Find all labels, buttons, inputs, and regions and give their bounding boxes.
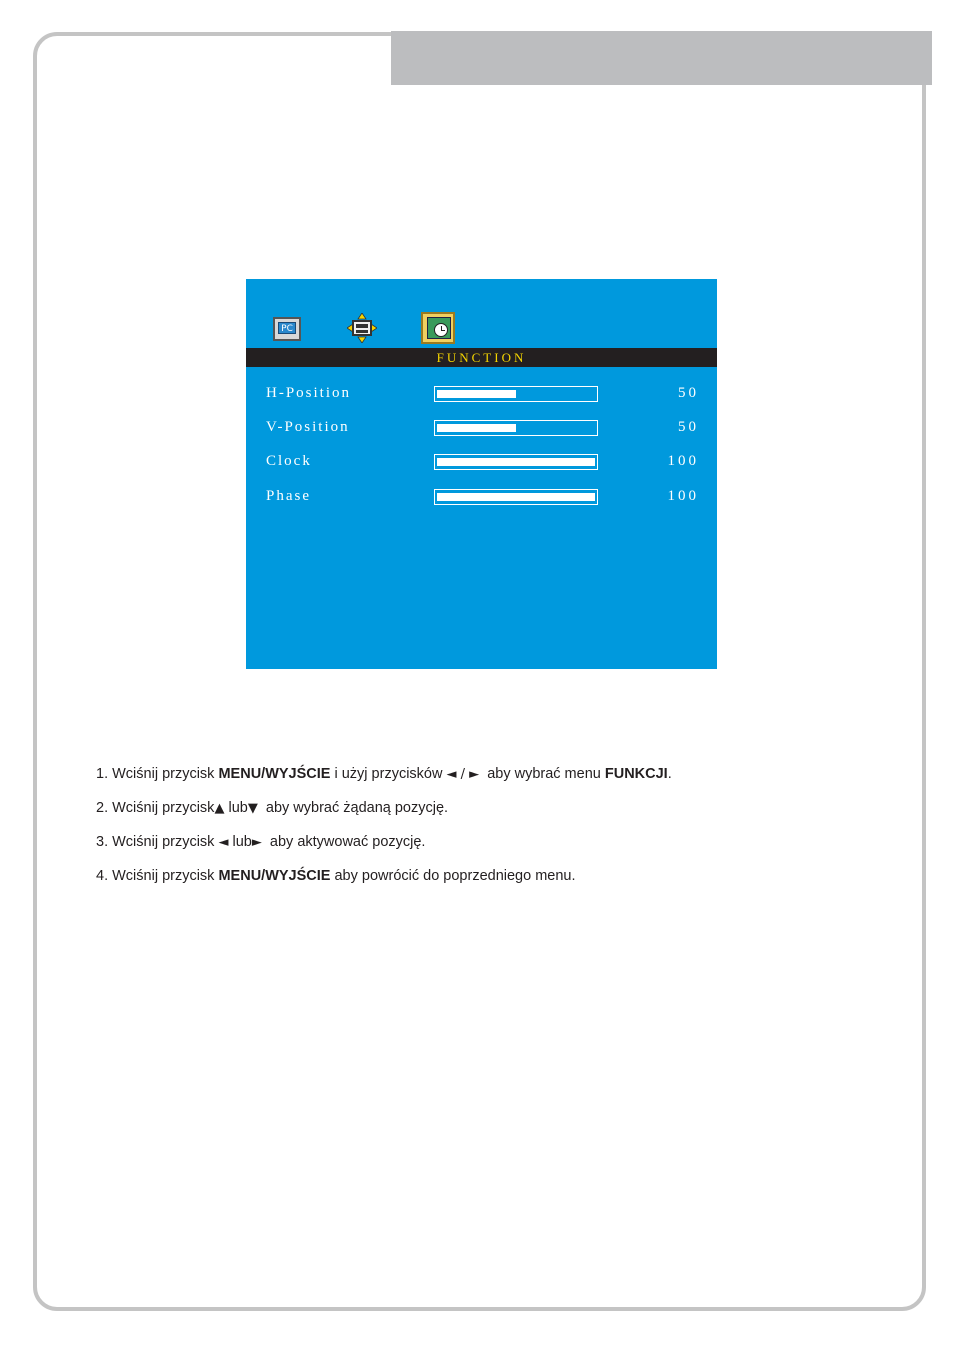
function-clock-icon[interactable]	[421, 312, 455, 344]
instruction-step-4	[96, 866, 876, 900]
osd-row-value: 50	[678, 385, 699, 401]
page-frame	[33, 32, 926, 1311]
osd-row-v-position[interactable]	[246, 417, 717, 437]
step-text: aby powrócić do poprzedniego menu.	[330, 868, 576, 884]
osd-slider[interactable]	[434, 386, 598, 402]
osd-row-label: Phase	[266, 488, 311, 504]
osd-slider[interactable]	[434, 420, 598, 436]
left-arrow-icon: ◄	[218, 835, 229, 850]
left-right-arrows-icon: ◄ / ►	[446, 767, 480, 782]
image-box	[352, 320, 372, 336]
osd-row-value: 100	[667, 453, 699, 469]
step-text: 1. Wciśnij przycisk	[96, 766, 219, 782]
image-adjust-icon[interactable]	[347, 313, 377, 343]
pc-icon[interactable]	[273, 317, 301, 341]
step-text: aby aktywować pozycję.	[261, 834, 426, 850]
right-arrow-icon: ►	[251, 835, 262, 850]
osd-row-h-position[interactable]	[246, 383, 717, 403]
osd-row-label: H-Position	[266, 385, 352, 401]
step-bold: MENU/WYJŚCIE	[218, 868, 331, 884]
down-arrow-icon: ▼	[247, 801, 258, 816]
step-text: 3. Wciśnij przycisk	[96, 834, 219, 850]
step-text: .	[667, 766, 672, 782]
step-text: i użyj przycisków	[330, 766, 447, 782]
osd-menu	[246, 279, 717, 669]
step-text: aby wybrać menu	[479, 766, 605, 782]
osd-title: FUNCTION	[246, 348, 717, 367]
instruction-step-1	[96, 764, 876, 798]
header-bar	[391, 31, 932, 85]
osd-row-value: 100	[667, 488, 699, 504]
step-text: aby wybrać żądaną pozycję.	[257, 800, 449, 816]
osd-row-clock[interactable]	[246, 451, 717, 471]
clock-icon	[434, 323, 448, 337]
step-text: lub	[224, 800, 248, 816]
osd-slider[interactable]	[434, 489, 598, 505]
step-text: 2. Wciśnij przycisk	[96, 800, 215, 816]
pc-icon-text: PC	[278, 322, 296, 334]
up-arrow-icon: ▲	[214, 801, 225, 816]
step-text: 4. Wciśnij przycisk	[96, 868, 219, 884]
instruction-step-3	[96, 832, 876, 866]
osd-row-phase[interactable]	[246, 486, 717, 506]
instructions-list	[96, 764, 876, 900]
step-bold: FUNKCJI	[604, 766, 668, 782]
instruction-step-2	[96, 798, 876, 832]
osd-slider[interactable]	[434, 454, 598, 470]
osd-row-value: 50	[678, 419, 699, 435]
step-bold: MENU/WYJŚCIE	[218, 766, 331, 782]
step-text: lub	[228, 834, 252, 850]
osd-row-label: Clock	[266, 453, 312, 469]
osd-row-label: V-Position	[266, 419, 350, 435]
